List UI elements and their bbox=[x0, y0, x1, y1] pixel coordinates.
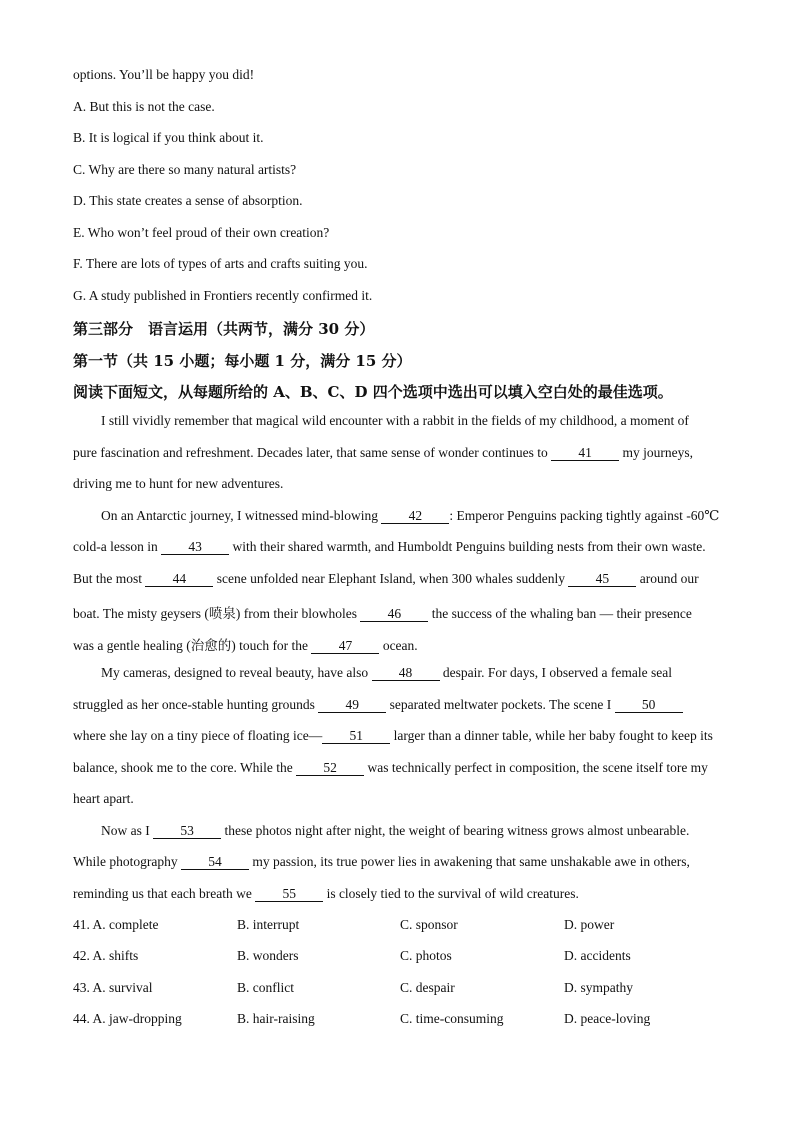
blank-48[interactable]: 48 bbox=[372, 666, 440, 681]
para1-line2: pure fascination and refreshment. Decades later, that same sense of wonder continues to 41 my journeys, bbox=[73, 445, 694, 460]
para2-line1: On an Antarctic journey, I witnessed mind-blowing 42 : Emperor Penguins packing tightly against -60℃ bbox=[101, 508, 720, 523]
blank-55[interactable]: 55 bbox=[255, 887, 323, 902]
para3-line1: My cameras, designed to reveal beauty, have also 48 despair. For days, I observed a female seal bbox=[101, 665, 672, 680]
q44-option-a[interactable]: 44. A. jaw-dropping bbox=[73, 1011, 182, 1026]
blank-54[interactable]: 54 bbox=[181, 855, 249, 870]
para4-line1: Now as I 53 these photos night after night, the weight of bearing witness grows almost unbearable. bbox=[101, 823, 690, 838]
blank-51[interactable]: 51 bbox=[322, 729, 390, 744]
para4-line3: reminding us that each breath we 55 is closely tied to the survival of wild creatures. bbox=[73, 886, 579, 901]
para1-line3: driving me to hunt for new adventures. bbox=[73, 476, 284, 491]
option-d: D. This state creates a sense of absorption. bbox=[73, 193, 303, 208]
passage-closing-line: options. You’ll be happy you did! bbox=[73, 67, 255, 82]
option-g: G. A study published in Frontiers recently confirmed it. bbox=[73, 288, 373, 303]
para2-line4: boat. The misty geysers (喷泉) from their blowholes 46 the success of the whaling ban — their presence bbox=[73, 606, 692, 621]
q42-option-b[interactable]: B. wonders bbox=[237, 948, 299, 963]
blank-43[interactable]: 43 bbox=[161, 540, 229, 555]
blank-41[interactable]: 41 bbox=[551, 446, 619, 461]
q43-option-c[interactable]: C. despair bbox=[400, 980, 455, 995]
option-a: A. But this is not the case. bbox=[73, 99, 215, 114]
para2-line2: cold-a lesson in 43 with their shared warmth, and Humboldt Penguins building nests from their own waste. bbox=[73, 539, 706, 554]
blank-42[interactable]: 42 bbox=[381, 509, 449, 524]
para2-line3: But the most 44 scene unfolded near Elephant Island, when 300 whales suddenly 45 around our bbox=[73, 571, 699, 586]
para1-line1: I still vividly remember that magical wild encounter with a rabbit in the fields of my childhood, a moment of bbox=[101, 413, 689, 428]
q41-option-d[interactable]: D. power bbox=[564, 917, 615, 932]
q41-option-b[interactable]: B. interrupt bbox=[237, 917, 300, 932]
blank-50[interactable]: 50 bbox=[615, 698, 683, 713]
blank-45[interactable]: 45 bbox=[568, 572, 636, 587]
blank-46[interactable]: 46 bbox=[360, 607, 428, 622]
q42-option-a[interactable]: 42. A. shifts bbox=[73, 948, 139, 963]
para2-line5: was a gentle healing (治愈的) touch for the 47 ocean. bbox=[73, 638, 418, 653]
option-e: E. Who won’t feel proud of their own creation? bbox=[73, 225, 330, 240]
option-f: F. There are lots of types of arts and crafts suiting you. bbox=[73, 256, 368, 271]
blank-47[interactable]: 47 bbox=[311, 639, 379, 654]
q41-option-c[interactable]: C. sponsor bbox=[400, 917, 458, 932]
q42-option-d[interactable]: D. accidents bbox=[564, 948, 631, 963]
q41-option-a[interactable]: 41. A. complete bbox=[73, 917, 159, 932]
option-c: C. Why are there so many natural artists? bbox=[73, 162, 297, 177]
q43-option-d[interactable]: D. sympathy bbox=[564, 980, 633, 995]
option-b: B. It is logical if you think about it. bbox=[73, 130, 264, 145]
q44-option-c[interactable]: C. time-consuming bbox=[400, 1011, 504, 1026]
para3-line2: struggled as her once-stable hunting grounds 49 separated meltwater pockets. The scene I 50 bbox=[73, 697, 741, 713]
q43-option-b[interactable]: B. conflict bbox=[237, 980, 294, 995]
q44-option-b[interactable]: B. hair-raising bbox=[237, 1011, 315, 1026]
subsection-header: 第一节（共 15 小题；每小题 1 分，满分 15 分） bbox=[73, 352, 412, 370]
para3-line4: balance, shook me to the core. While the 52 was technically perfect in composition, the scene itself tore my bbox=[73, 760, 708, 775]
blank-49[interactable]: 49 bbox=[318, 698, 386, 713]
blank-44[interactable]: 44 bbox=[145, 572, 213, 587]
q42-option-c[interactable]: C. photos bbox=[400, 948, 452, 963]
blank-53[interactable]: 53 bbox=[153, 824, 221, 839]
q43-option-a[interactable]: 43. A. survival bbox=[73, 980, 153, 995]
para3-line5: heart apart. bbox=[73, 791, 134, 806]
para3-line3: where she lay on a tiny piece of floating ice— 51 larger than a dinner table, while her baby fought to keep its bbox=[73, 728, 713, 743]
para4-line2: While photography 54 my passion, its true power lies in awakening that same unshakable awe in others, bbox=[73, 854, 690, 869]
blank-52[interactable]: 52 bbox=[296, 761, 364, 776]
q44-option-d[interactable]: D. peace-loving bbox=[564, 1011, 651, 1026]
instruction: 阅读下面短文，从每题所给的 A、B、C、D 四个选项中选出可以填入空白处的最佳选项。 bbox=[73, 383, 673, 401]
section-header: 第三部分 语言运用（共两节，满分 30 分） bbox=[73, 320, 375, 338]
